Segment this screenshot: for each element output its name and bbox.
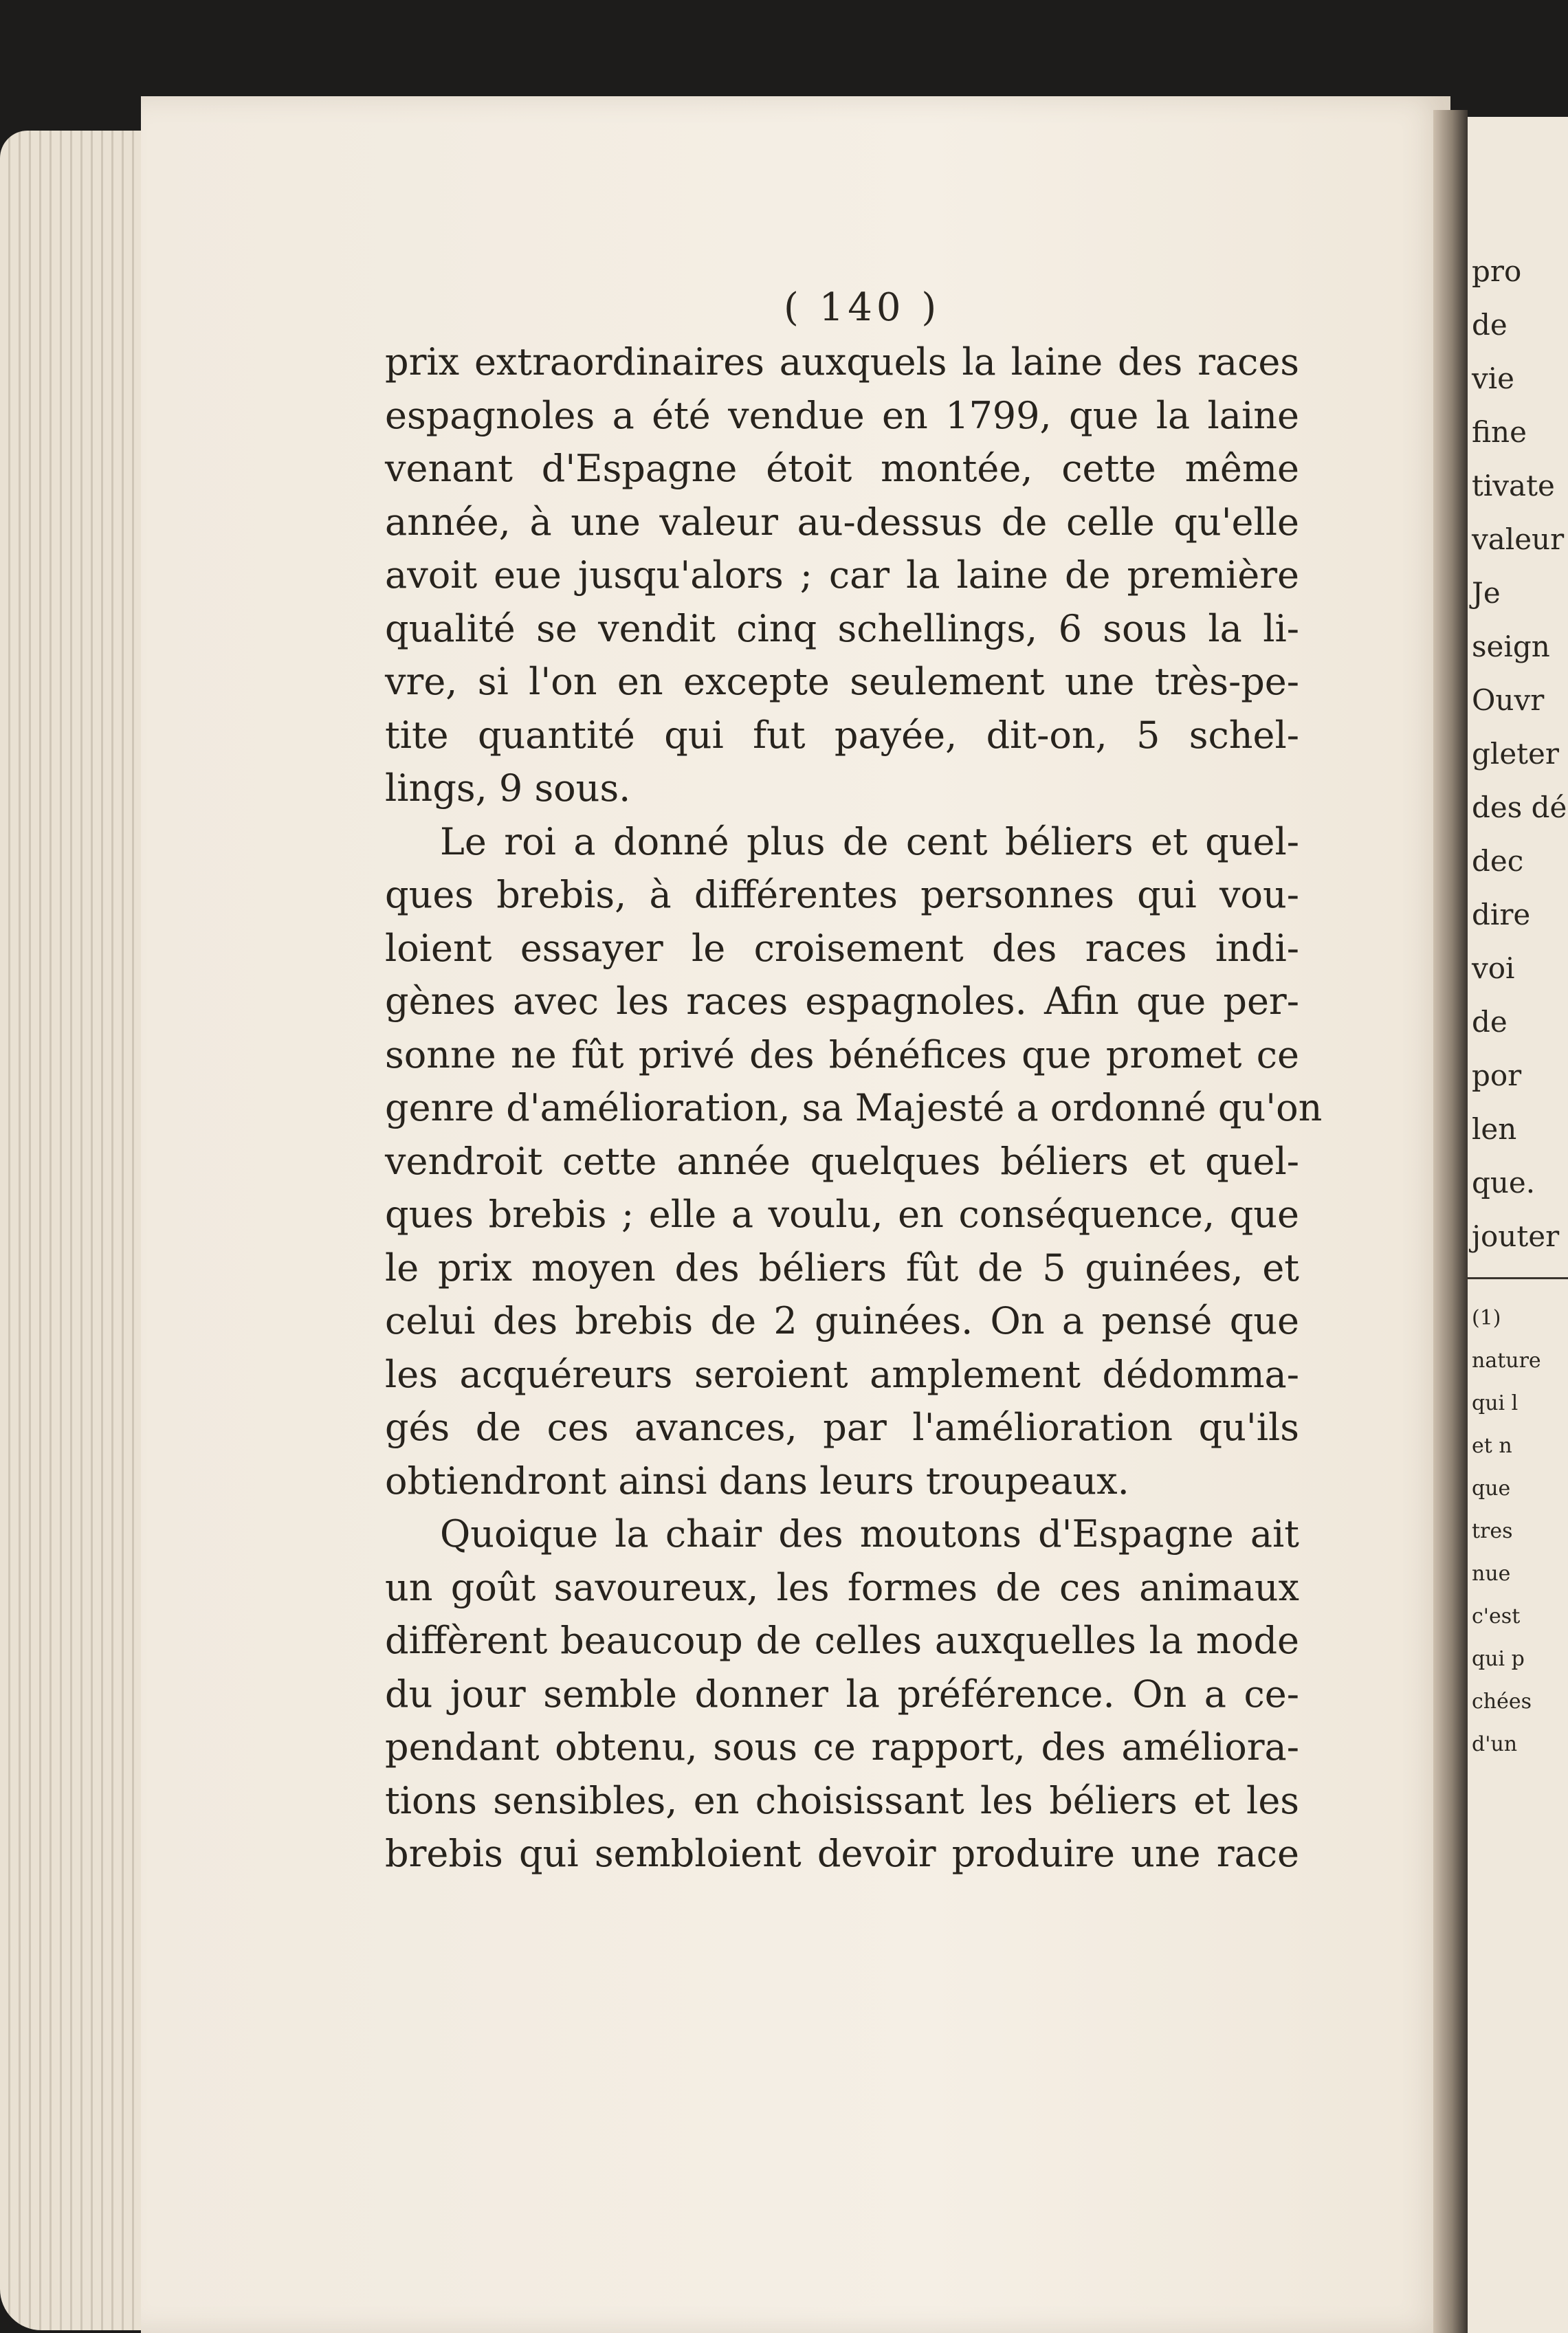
text-line: gés de ces avances, par l'amélioration qu'ils [385,1406,1299,1449]
next-page-fragment-line: que [1472,1477,1511,1501]
next-page-fragment-line: seign [1472,630,1550,663]
next-page-fragment-line: (1) [1472,1306,1501,1330]
next-page-fragment-line: de [1472,308,1508,342]
next-page-fragment-line: fine [1472,415,1527,449]
text-line: venant d'Espagne étoit montée, cette même [385,447,1299,490]
next-page-fragment-line: por [1472,1059,1522,1092]
text-line: celui des brebis de 2 guinées. On a pensé que [385,1299,1299,1342]
next-page-fragment-line: des dé [1472,790,1567,824]
next-page-fragment-line: pro [1472,254,1522,288]
text-line: vendroit cette année quelques béliers et quel- [385,1139,1299,1183]
next-page-fragment-line: valeur [1472,522,1565,556]
book-gutter [1433,110,1468,2333]
text-line: obtiendront ainsi dans leurs troupeaux. [385,1459,1129,1503]
next-page-fragment-line: vie [1472,362,1515,395]
text-line: du jour semble donner la préférence. On a ce- [385,1672,1299,1716]
next-page-fragment-line: dec [1472,844,1524,878]
text-line: diffèrent beaucoup de celles auxquelles la mode [385,1619,1299,1662]
next-page-fragment-line: de [1472,1005,1508,1039]
next-page-fragment-line: qui l [1472,1391,1519,1415]
next-page-fragment-line: et n [1472,1434,1512,1458]
text-line: loient essayer le croisement des races indi- [385,926,1299,970]
text-line: tite quantité qui fut payée, dit-on, 5 schel- [385,713,1299,757]
next-page-fragment-line: gleter [1472,737,1559,771]
text-line: prix extraordinaires auxquels la laine des races [385,340,1299,384]
footnote-rule [1468,1277,1568,1279]
text-line: un goût savoureux, les formes de ces animaux [385,1565,1299,1609]
text-line: genre d'amélioration, sa Majesté a ordonné qu'on [385,1086,1323,1129]
text-line: avoit eue jusqu'alors ; car la laine de première [385,553,1299,597]
text-line: espagnoles a été vendue en 1799, que la laine [385,393,1299,437]
next-page-fragment-line: len [1472,1112,1517,1146]
next-page-fragment [1468,117,1568,2333]
page-number: ( 140 ) [784,285,941,330]
text-line: ques brebis, à différentes personnes qui vou- [385,873,1299,916]
next-page-fragment-line: c'est [1472,1604,1521,1628]
text-line: sonne ne fût privé des bénéfices que promet ce [385,1032,1299,1076]
text-line: Le roi a donné plus de cent béliers et quel- [440,819,1299,863]
text-line: année, à une valeur au-dessus de celle qu'elle [385,500,1299,544]
next-page-fragment-line: voi [1472,951,1515,985]
next-page-fragment-line: chées [1472,1690,1532,1714]
next-page-fragment-line: d'un [1472,1732,1518,1756]
text-line: le prix moyen des béliers fût de 5 guinées, et [385,1246,1299,1290]
next-page-fragment-line: qui p [1472,1647,1525,1671]
next-page-fragment-line: nature [1472,1349,1541,1373]
next-page-fragment-line: tres [1472,1519,1513,1543]
text-line: pendant obtenu, sous ce rapport, des améliora- [385,1725,1299,1769]
text-line: lings, 9 sous. [385,766,631,810]
text-line: vre, si l'on en excepte seulement une très-pe- [385,660,1299,703]
next-page-fragment-line: jouter [1472,1219,1560,1253]
text-line: qualité se vendit cinq schellings, 6 sous la li- [385,606,1299,650]
text-line: brebis qui sembloient devoir produire une race [385,1832,1299,1875]
page-text [385,335,1323,1881]
text-line: gènes avec les races espagnoles. Afin que per- [385,980,1299,1023]
next-page-fragment-line: tivate [1472,469,1555,502]
page-edges [0,131,165,2330]
next-page-fragment-line: dire [1472,898,1531,931]
next-page-fragment-line: que. [1472,1166,1536,1199]
next-page-fragment-line: nue [1472,1562,1511,1586]
text-line: Quoique la chair des moutons d'Espagne ait [440,1512,1299,1556]
text-line: tions sensibles, en choisissant les béliers et les [385,1778,1299,1822]
next-page-fragment-line: Ouvr [1472,683,1545,717]
next-page-fragment-line: Je [1472,576,1501,610]
text-line: ques brebis ; elle a voulu, en conséquence, que [385,1193,1299,1236]
text-line: les acquéreurs seroient amplement dédomma- [385,1352,1299,1396]
